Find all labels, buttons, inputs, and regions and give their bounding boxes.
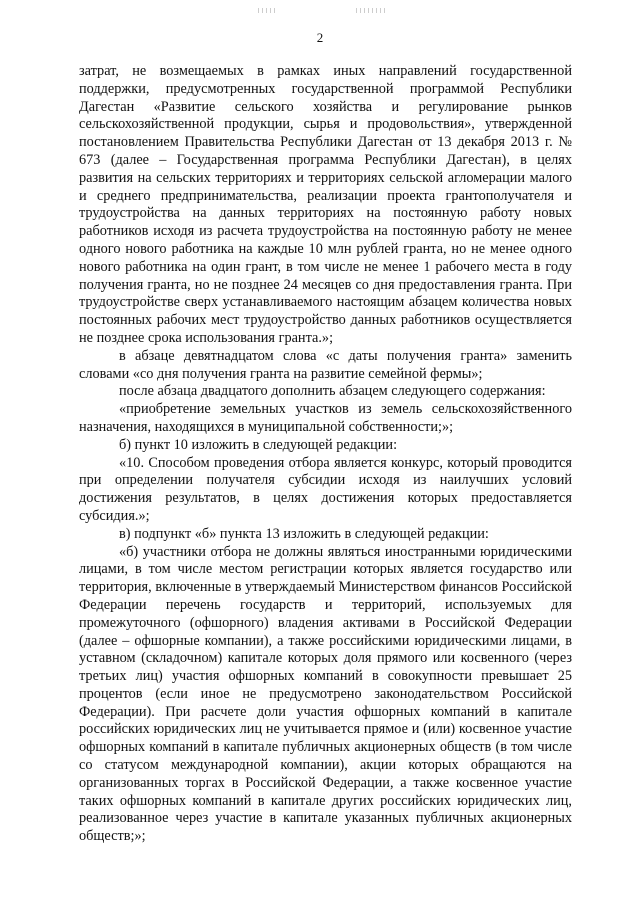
document-body (79, 63, 572, 846)
paragraph: затрат, не возмещаемых в рамках иных направлений государственной поддержки, предусмотренных государственной программой Республики Дагестан «Развитие сельского хозяйства и регулирование рынков сельскохозяйственной продукции, сырья и продовольствия», утвержденной постановлением Правительства Республики Дагестан от 13 декабря 2013 г. № 673 (далее – Государственная программа Республики Дагестан), в целях развития на сельских территориях и территориях сельской агломерации малого и среднего предпринимательства, реализации проекта грантополучателя и трудоустройства на данных территориях на постоянную работу новых работников исходя из расчета трудоустройства на постоянную работу не менее одного нового работника на каждые 10 млн рублей гранта, но не менее одного нового работника на один грант, в том числе не менее 1 рабочего места в году получения гранта, но не позднее 24 месяцев со дня предоставления гранта. При трудоустройстве сверх устанавливаемого настоящим абзацем количества новых постоянных рабочих мест трудоустройство данных работников осуществляется не позднее срока использования гранта.»; (79, 63, 572, 346)
paragraph: б) пункт 10 изложить в следующей редакции: (119, 436, 398, 453)
scan-artifact (356, 8, 386, 13)
scan-artifact (258, 8, 278, 13)
paragraph: «б) участники отбора не должны являться иностранными юридическими лицами, в том числе местом регистрации которых является государство или территория, включенные в утверждаемый Министерством финансов Российской Федерации перечень государств и территорий, используемых для промежуточного (офшорного) владения активами в Российской Федерации (далее – офшорные компании), а также российскими юридическими лицами, в уставном (складочном) капитале которых доля прямого или косвенного (через третьих лиц) участия офшорных компаний в совокупности превышает 25 процентов (если иное не предусмотрено законодательством Российской Федерации). При расчете доли участия офшорных компаний в капитале российских юридических лиц не учитывается прямое и (или) косвенное участие офшорных компаний в капитале публичных акционерных обществ (в том числе со статусом международной компании), акции которых обращаются на организованных торгах в Российской Федерации, а также косвенное участие таких офшорных компаний в капитале других российских юридических лиц, реализованное через участие в капитале указанных публичных акционерных обществ;»; (79, 543, 572, 845)
paragraph: после абзаца двадцатого дополнить абзацем следующего содержания: (119, 383, 546, 400)
paragraph: в) подпункт «б» пункта 13 изложить в следующей редакции: (119, 525, 489, 542)
page-number: 2 (316, 30, 324, 45)
paragraph: «10. Способом проведения отбора является конкурс, который проводится при определении получателя субсидии исходя из наилучших условий достижения результатов, в целях достижения которых предоставляется субсидия.»; (79, 454, 572, 524)
paragraph: «приобретение земельных участков из земель сельскохозяйственного назначения, находящихся в муниципальной собственности;»; (79, 401, 572, 435)
paragraph: в абзаце девятнадцатом слова «с даты получения гранта» заменить словами «со дня получения гранта на развитие семейной фермы»; (79, 347, 572, 382)
